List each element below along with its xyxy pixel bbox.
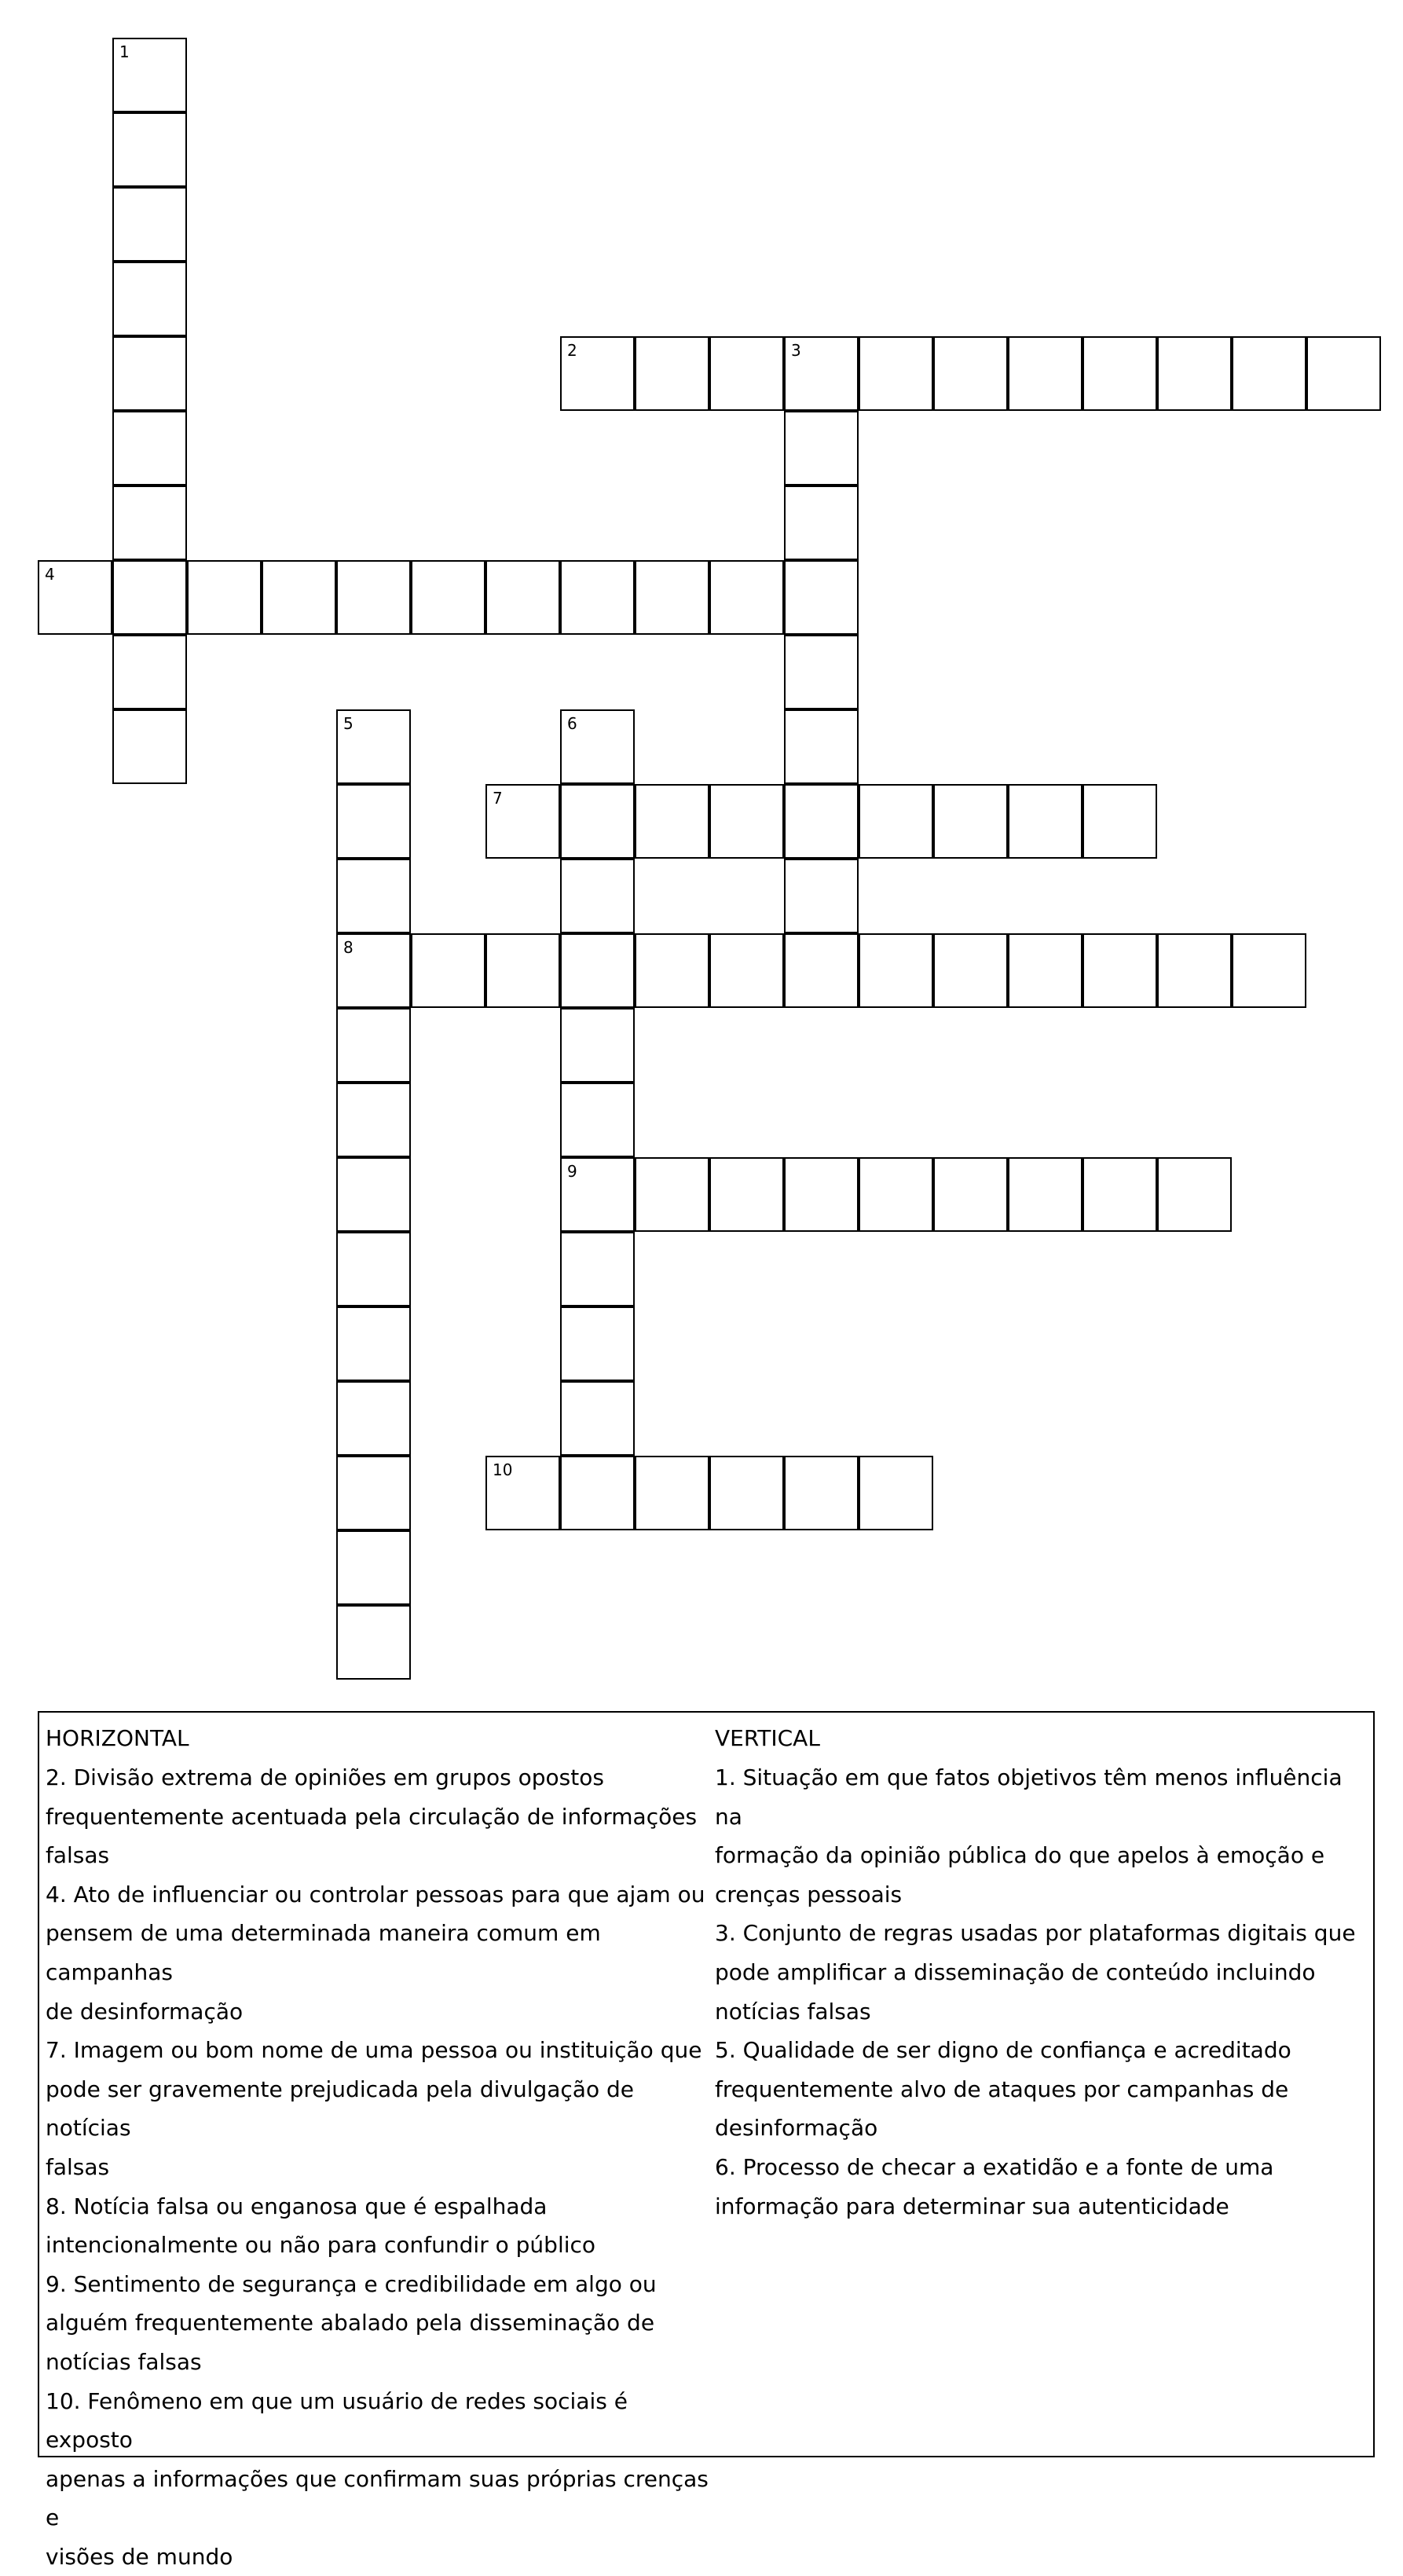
clues-box	[38, 1711, 1375, 2570]
crossword-cell[interactable]	[112, 635, 187, 709]
clue-line: crenças pessoais	[715, 1881, 903, 1907]
crossword-cell[interactable]	[336, 859, 411, 933]
crossword-cell[interactable]	[784, 635, 859, 709]
crossword-cell[interactable]	[1082, 933, 1157, 1008]
crossword-cell[interactable]	[784, 859, 859, 933]
clue-line: frequentemente alvo de ataques por campanhas de	[715, 2076, 1289, 2102]
vertical-clue-list	[715, 1758, 1367, 2226]
crossword-cell[interactable]	[336, 1083, 411, 1157]
crossword-cell[interactable]	[411, 933, 485, 1008]
clue-line: formação da opinião pública do que apelos à emoção e	[715, 1842, 1325, 1869]
clue-number: 2	[567, 341, 577, 360]
crossword-cell[interactable]	[635, 784, 709, 859]
crossword-cell[interactable]	[411, 560, 485, 635]
crossword-cell[interactable]	[560, 1157, 635, 1232]
crossword-cell[interactable]	[38, 560, 112, 635]
crossword-cell[interactable]	[336, 1157, 411, 1232]
crossword-cell[interactable]	[560, 1232, 635, 1306]
crossword-cell[interactable]	[560, 560, 635, 635]
crossword-cell[interactable]	[187, 560, 262, 635]
crossword-cell[interactable]	[560, 784, 635, 859]
crossword-cell[interactable]	[709, 784, 784, 859]
crossword-cell[interactable]	[709, 336, 784, 411]
crossword-cell[interactable]	[560, 1381, 635, 1456]
crossword-cell[interactable]	[859, 784, 933, 859]
crossword-cell[interactable]	[933, 1157, 1008, 1232]
clue-number: 4	[45, 565, 55, 584]
crossword-cell[interactable]	[709, 560, 784, 635]
clue-line: notícias falsas	[46, 2348, 202, 2375]
crossword-cell[interactable]	[784, 560, 859, 635]
crossword-cell[interactable]	[784, 1456, 859, 1530]
crossword-cell[interactable]	[784, 336, 859, 411]
crossword-cell[interactable]	[859, 933, 933, 1008]
clue-number: 1	[119, 42, 130, 61]
clue-line: frequentemente acentuada pela circulação de informações	[46, 1803, 698, 1830]
horizontal-clues	[46, 1719, 709, 2576]
clue-line: 7. Imagem ou bom nome de uma pessoa ou instituição que	[46, 2037, 702, 2064]
crossword-cell[interactable]	[784, 411, 859, 486]
crossword-cell[interactable]	[112, 112, 187, 187]
crossword-cell[interactable]	[336, 1605, 411, 1680]
crossword-cell[interactable]	[560, 709, 635, 784]
crossword-cell[interactable]	[859, 1456, 933, 1530]
clue-line: 4. Ato de influenciar ou controlar pessoas para que ajam ou	[46, 1881, 705, 1907]
clue-line: pensem de uma determinada maneira comum em campanhas	[46, 1920, 601, 1985]
clue-line: falsas	[46, 2153, 110, 2180]
clue-line: notícias falsas	[715, 1998, 871, 2025]
crossword-cell[interactable]	[1232, 336, 1306, 411]
crossword-cell[interactable]	[112, 336, 187, 411]
crossword-cell[interactable]	[112, 709, 187, 784]
crossword-cell[interactable]	[1008, 933, 1082, 1008]
crossword-cell[interactable]	[112, 187, 187, 262]
horizontal-clue-list	[46, 1758, 709, 2576]
crossword-cell[interactable]	[112, 486, 187, 560]
crossword-cell[interactable]	[1008, 336, 1082, 411]
crossword-cell[interactable]	[859, 1157, 933, 1232]
crossword-cell[interactable]	[112, 560, 187, 635]
crossword-cell[interactable]	[784, 709, 859, 784]
clue-line: 5. Qualidade de ser digno de confiança e acreditado	[715, 2037, 1291, 2064]
crossword-cell[interactable]	[784, 486, 859, 560]
clue-line: pode amplificar a disseminação de conteúdo incluindo	[715, 1959, 1316, 1985]
crossword-cell[interactable]	[336, 709, 411, 784]
clue-number: 10	[493, 1460, 513, 1479]
clue-line: desinformação	[715, 2115, 878, 2142]
crossword-cell[interactable]	[635, 560, 709, 635]
crossword-cell[interactable]	[1306, 336, 1381, 411]
crossword-cell[interactable]	[560, 1008, 635, 1083]
crossword-cell[interactable]	[262, 560, 336, 635]
crossword-cell[interactable]	[1008, 784, 1082, 859]
crossword-cell[interactable]	[560, 1083, 635, 1157]
crossword-cell[interactable]	[1082, 336, 1157, 411]
crossword-cell[interactable]	[336, 1456, 411, 1530]
crossword-cell[interactable]	[784, 784, 859, 859]
crossword-cell[interactable]	[1232, 933, 1306, 1008]
clue-line: 1. Situação em que fatos objetivos têm menos influência na	[715, 1764, 1343, 1830]
crossword-cell[interactable]	[1157, 336, 1232, 411]
clue-line: informação para determinar sua autenticidade	[715, 2193, 1229, 2219]
crossword-cell[interactable]	[635, 933, 709, 1008]
crossword-cell[interactable]	[635, 1456, 709, 1530]
crossword-cell[interactable]	[336, 784, 411, 859]
crossword-cell[interactable]	[635, 336, 709, 411]
clue-line: de desinformação	[46, 1998, 244, 2025]
clue-number: 8	[343, 938, 353, 957]
crossword-cell[interactable]	[933, 784, 1008, 859]
crossword-cell[interactable]	[560, 859, 635, 933]
clue-line: 3. Conjunto de regras usadas por plataformas digitais que	[715, 1920, 1356, 1947]
clue-number: 9	[567, 1162, 577, 1181]
crossword-cell[interactable]	[485, 933, 560, 1008]
crossword-cell[interactable]	[336, 1306, 411, 1381]
vertical-clues	[715, 1719, 1367, 2226]
crossword-cell[interactable]	[336, 933, 411, 1008]
crossword-cell[interactable]	[485, 784, 560, 859]
crossword-cell[interactable]	[1082, 1157, 1157, 1232]
crossword-cell[interactable]	[784, 1157, 859, 1232]
crossword-cell[interactable]	[336, 1530, 411, 1605]
clue-line: pode ser gravemente prejudicada pela divulgação de notícias	[46, 2076, 634, 2142]
clue-line: falsas	[46, 1842, 110, 1869]
crossword-cell[interactable]	[336, 1232, 411, 1306]
crossword-cell[interactable]	[1008, 1157, 1082, 1232]
clue-line: 2. Divisão extrema de opiniões em grupos opostos	[46, 1764, 604, 1790]
crossword-cell[interactable]	[112, 262, 187, 336]
clue-number: 3	[791, 341, 801, 360]
crossword-cell[interactable]	[560, 1456, 635, 1530]
crossword-cell[interactable]	[336, 1381, 411, 1456]
crossword-cell[interactable]	[709, 933, 784, 1008]
horizontal-title: HORIZONTAL	[46, 1725, 189, 1751]
crossword-cell[interactable]	[485, 560, 560, 635]
crossword-cell[interactable]	[709, 1157, 784, 1232]
crossword-cell[interactable]	[1082, 784, 1157, 859]
clue-line: intencionalmente ou não para confundir o público	[46, 2232, 596, 2259]
clue-line: visões de mundo	[46, 2543, 233, 2570]
clue-line: 10. Fenômeno em que um usuário de redes sociais é exposto	[46, 2387, 628, 2453]
vertical-title: VERTICAL	[715, 1725, 820, 1751]
crossword-cell[interactable]	[336, 560, 411, 635]
clue-line: 9. Sentimento de segurança e credibilidade em algo ou	[46, 2270, 657, 2297]
crossword-cell[interactable]	[560, 336, 635, 411]
crossword-cell[interactable]	[112, 411, 187, 486]
crossword-cell[interactable]	[933, 933, 1008, 1008]
crossword-cell[interactable]	[336, 1008, 411, 1083]
crossword-cell[interactable]	[1157, 1157, 1232, 1232]
crossword-cell[interactable]	[560, 933, 635, 1008]
crossword-cell[interactable]	[560, 1306, 635, 1381]
crossword-cell[interactable]	[784, 933, 859, 1008]
crossword-cell[interactable]	[112, 38, 187, 112]
crossword-cell[interactable]	[1157, 933, 1232, 1008]
crossword-cell[interactable]	[635, 1157, 709, 1232]
crossword-cell[interactable]	[709, 1456, 784, 1530]
clue-number: 5	[343, 714, 353, 733]
clue-line: apenas a informações que confirmam suas próprias crenças e	[46, 2465, 709, 2531]
crossword-cell[interactable]	[859, 336, 933, 411]
clue-line: 6. Processo de checar a exatidão e a fonte de uma	[715, 2153, 1274, 2180]
clue-number: 7	[493, 789, 503, 808]
clue-number: 6	[567, 714, 577, 733]
crossword-cell[interactable]	[485, 1456, 560, 1530]
crossword-cell[interactable]	[933, 336, 1008, 411]
clue-line: alguém frequentemente abalado pela disseminação de	[46, 2310, 655, 2336]
clue-line: 8. Notícia falsa ou enganosa que é espalhada	[46, 2193, 548, 2219]
